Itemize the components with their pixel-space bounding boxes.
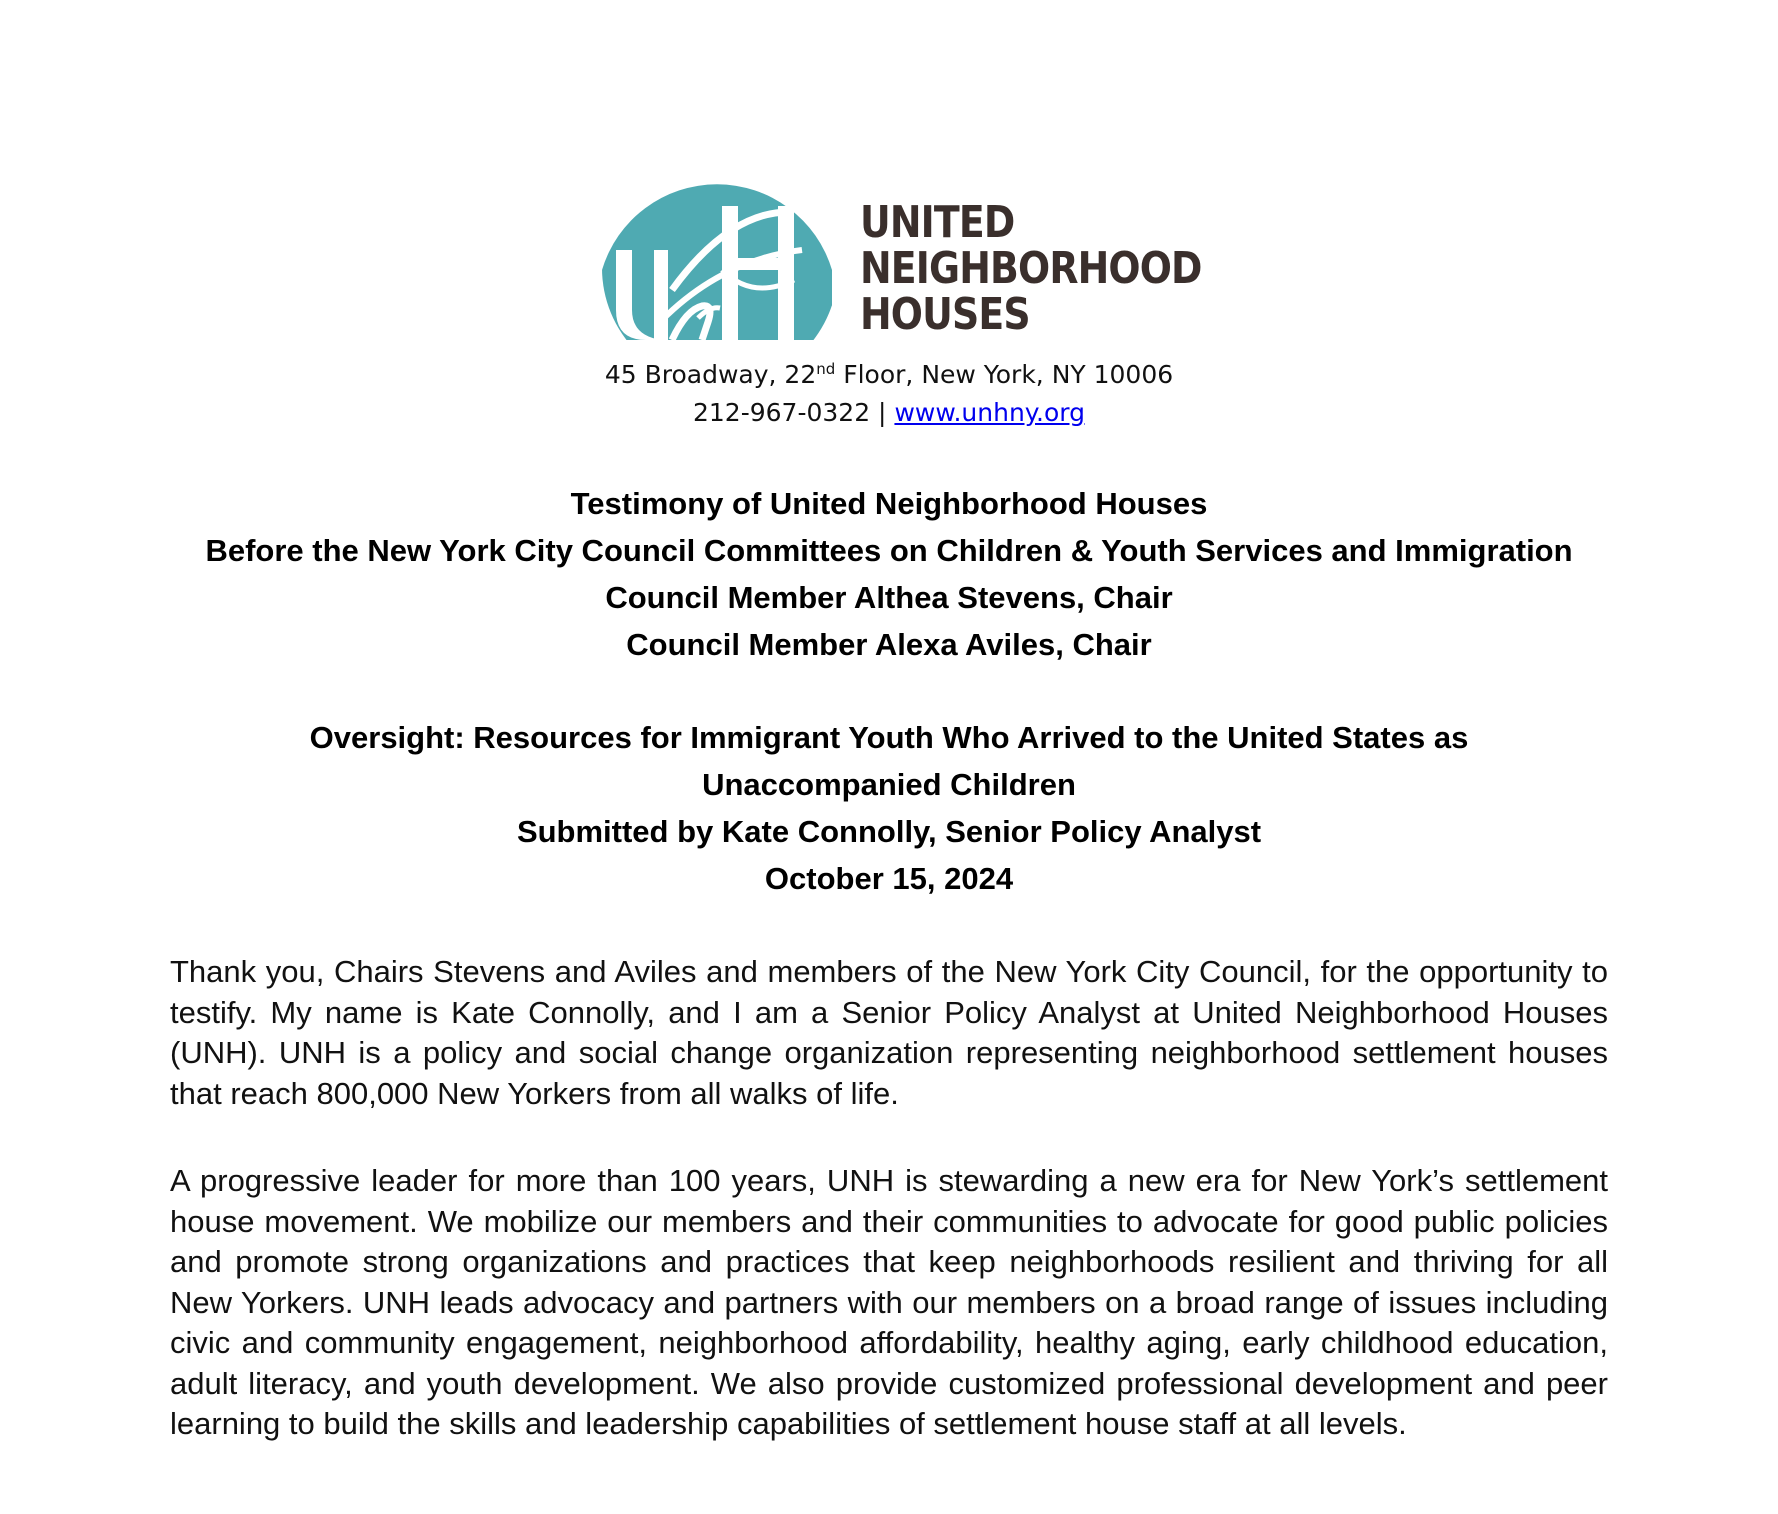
address-floor-suffix: nd [816,360,836,378]
contact-separator: | [870,398,895,427]
logo-word-neighborhood: NEIGHBORHOOD [860,243,1202,294]
body-paragraph: A progressive leader for more than 100 years, UNH is stewarding a new era for New York’s settlement house movement. We mobilize our members and their communities to advocate for good public policies and promote strong organizations and practices that keep neighborhoods resilient and thriving for all New Yorkers. UNH leads advocacy and partners with our members on a broad range of issues including civic and community engagement, neighborhood affordability, healthy aging, early childhood education, adult literacy, and youth development. We also provide customized professional development and peer learning to build the skills and leadership capabilities of settlement house staff at all levels. [170,1163,1608,1441]
testimony-date: October 15, 2024 [764,861,1014,896]
heading-line: Before the New York City Council Committees on Children & Youth Services and Immigration [205,533,1573,568]
logo-word-houses: HOUSES [860,289,1030,340]
subject-line: Unaccompanied Children [702,767,1076,802]
heading-line: Council Member Alexa Aviles, Chair [626,627,1152,662]
address-block [0,356,1778,432]
body-paragraph: Thank you, Chairs Stevens and Aviles and members of the New York City Council, for the opportunity to testify. My name is Kate Connolly, and I am a Senior Policy Analyst at United Neighborhood Houses (UNH). UNH is a policy and social change organization representing neighborhood settlement houses that reach 800,000 New Yorkers from all walks of life. [170,954,1608,1111]
phone-number: 212-967-0322 [693,398,871,427]
street-address [0,356,1778,394]
unh-logo [602,150,1202,340]
logo-wordmark [860,197,1202,340]
subject-line: Oversight: Resources for Immigrant Youth Who Arrived to the United States as [309,720,1469,755]
heading-line: Testimony of United Neighborhood Houses [570,486,1208,521]
contact-line [0,394,1778,432]
testimony-heading [0,480,1778,668]
unh-logo-mark-icon [602,150,832,340]
subject-heading [0,714,1778,902]
address-city: Floor, New York, NY 10006 [835,360,1174,389]
heading-line: Council Member Althea Stevens, Chair [605,580,1173,615]
website-link[interactable]: www.unhny.org [894,398,1085,427]
address-street: 45 Broadway, 22 [604,360,817,389]
submitted-by: Submitted by Kate Connolly, Senior Policy Analyst [516,814,1262,849]
logo-word-united: UNITED [860,197,1015,248]
